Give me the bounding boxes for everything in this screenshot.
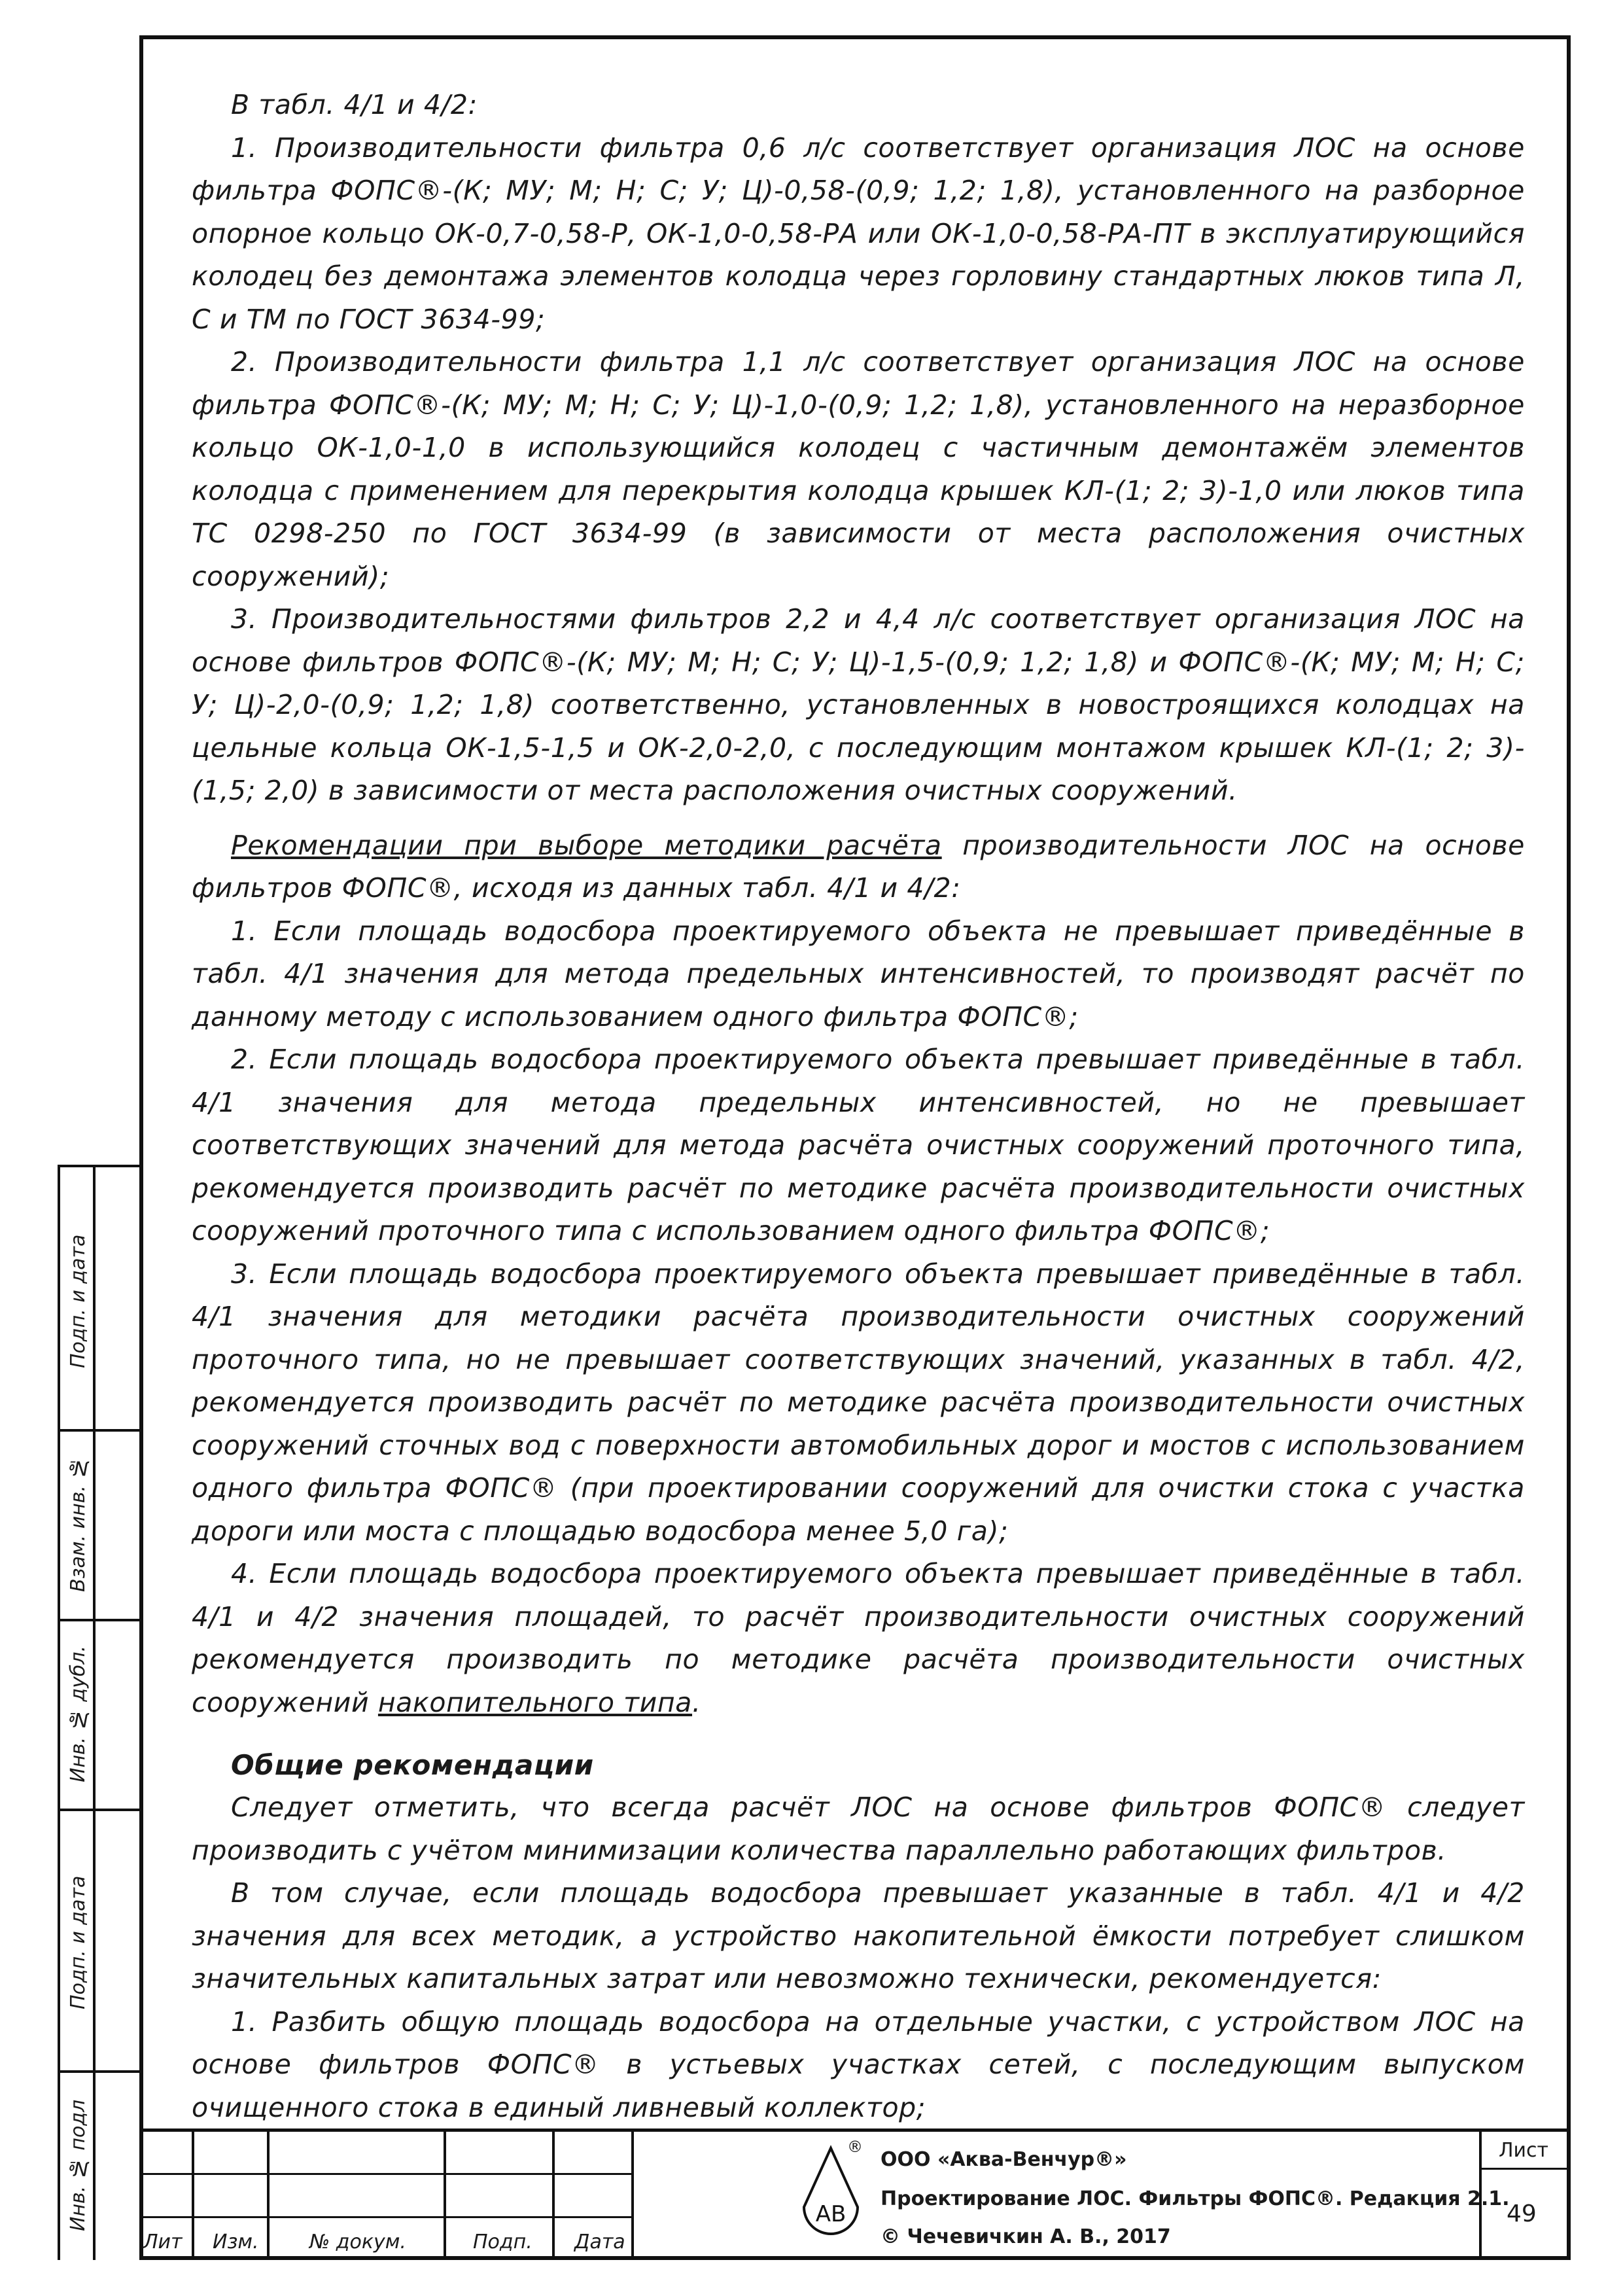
- paragraph-rec-4: [192, 1553, 1525, 1724]
- tb-col-date: Дата: [574, 2231, 625, 2253]
- stamp-inv-dupl: Инв. № дубл.: [67, 1645, 90, 1782]
- title-block: [139, 2128, 1571, 2260]
- side-stamp-line: [60, 1619, 142, 1621]
- tb-copyright: © Чечевичкин А. В., 2017: [881, 2225, 1171, 2248]
- tb-sheet-number: 49: [1507, 2200, 1537, 2227]
- logo-text: АВ: [815, 2201, 846, 2227]
- tb-col-doc: № докум.: [309, 2231, 406, 2253]
- paragraph-general-2: В том случае, если площадь водосбора превышает указанные в табл. 4/1 и 4/2 значения для всех методик, а устройство накопительной ёмкости потребует слишком значительных капитальных затрат или невозможно технически, рекомендуется:: [192, 1877, 1525, 1994]
- side-stamp-line: [60, 1809, 142, 1811]
- rec-4-underlined: накопительного типа: [377, 1686, 693, 1718]
- tb-col-lit: Лит: [143, 2231, 183, 2253]
- paragraph-rec-2: 2. Если площадь водосбора проектируемого объекта превышает приведённые в табл. 4/1 значения для метода предельных интенсивностей, но не превышает соответствующих значений для метода расчёта очистных сооружений проточного типа, рекомендуется производить расчёт по методике расчёта производительности очистных сооружений проточного типа с использованием одного фильтра ФОПС®;: [192, 1044, 1525, 1246]
- tb-sheet-line: [1479, 2168, 1571, 2170]
- tb-col-line: [444, 2128, 446, 2260]
- paragraph-intro: В табл. 4/1 и 4/2:: [231, 89, 478, 120]
- stamp-inv-orig: Инв. № подл: [67, 2099, 90, 2231]
- side-stamp-divider: [93, 1167, 96, 2260]
- tb-col-line: [192, 2128, 194, 2260]
- rec-4-end: .: [692, 1686, 701, 1718]
- recommendations-link-text: Рекомендации при выборе методики расчёта: [231, 829, 942, 861]
- stamp-replaced-inv: Взам. инв. №: [67, 1456, 90, 1592]
- tb-col-line: [552, 2128, 555, 2260]
- tb-row-line: [139, 2173, 631, 2175]
- stamp-signature-date-2: Подп. и дата: [67, 1875, 90, 2010]
- tb-row-line: [139, 2216, 631, 2218]
- tb-col-izm: Изм.: [213, 2231, 259, 2253]
- tb-company: ООО «Аква-Венчур®»: [881, 2148, 1127, 2171]
- paragraph-rec-1: 1. Если площадь водосбора проектируемого объекта не превышает приведённые в табл. 4/1 значения для метода предельных интенсивностей, то производят расчёт по данному методу с использованием одного фильтра ФОПС®;: [192, 915, 1525, 1033]
- document-body: [192, 84, 1525, 2129]
- tb-col-line: [267, 2128, 270, 2260]
- tb-project: Проектирование ЛОС. Фильтры ФОПС®. Редакция 2.1.: [881, 2187, 1510, 2210]
- logo-registered-mark: ®: [847, 2138, 863, 2156]
- paragraph-item-2: 2. Производительности фильтра 1,1 л/с соответствует организация ЛОС на основе фильтра ФОПС®-(К; МУ; М; Н; С; У; Ц)-1,0-(0,9; 1,2; 1,8), установленного на неразборное кольцо ОК-1,0-1,0 в использующийся колодец с частичным демонтажём элементов колодца с применением для перекрытия колодца крышек КЛ-(1; 2; 3)-1,0 или люков типа ТС 0298-250 по ГОСТ 3634-99 (в зависимости от места расположения очистных сооружений);: [192, 346, 1525, 592]
- side-stamp-line: [60, 1429, 142, 1432]
- recommendations-rest: производительности ЛОС на основе фильтров ФОПС®, исходя из данных табл. 4/1 и 4/2:: [192, 829, 1525, 904]
- paragraph-item-1: 1. Производительности фильтра 0,6 л/с соответствует организация ЛОС на основе фильтра ФОПС®-(К; МУ; М; Н; С; У; Ц)-0,58-(0,9; 1,2; 1,8), установленного на разборное опорное кольцо ОК-0,7-0,58-Р, ОК-1,0-0,58-РА или ОК-1,0-0,58-РА-ПТ в эксплуатирующийся колодец без демонтажа элементов колодца через горловину стандартных люков типа Л, С и ТМ по ГОСТ 3634-99;: [192, 132, 1525, 335]
- stamp-signature-date-1: Подп. и дата: [67, 1234, 90, 1369]
- rec-4-main: 4. Если площадь водосбора проектируемого объекта превышает приведённые в табл. 4/1 и 4/2 значения площадей, то расчёт производительности очистных сооружений рекомендуется производить по методике расчёта производительности очистных сооружений: [192, 1558, 1525, 1718]
- company-logo: [800, 2144, 862, 2242]
- side-stamp: [58, 1165, 139, 2260]
- side-stamp-line: [60, 2070, 142, 2073]
- section-heading: Общие рекомендации: [231, 1749, 594, 1781]
- paragraph-item-3: 3. Производительностями фильтров 2,2 и 4,4 л/с соответствует организация ЛОС на основе фильтров ФОПС®-(К; МУ; М; Н; С; У; Ц)-1,5-(0,9; 1,2; 1,8) и ФОПС®-(К; МУ; М; Н; С; У; Ц)-2,0-(0,9; 1,2; 1,8) соответственно, установленных в новостроящихся колодцах на цельные кольца ОК-1,5-1,5 и ОК-2,0-2,0, с последующим монтажом крышек КЛ-(1; 2; 3)-(1,5; 2,0) в зависимости от места расположения очистных сооружений.: [192, 603, 1525, 806]
- paragraph-rec-3: 3. Если площадь водосбора проектируемого объекта превышает приведённые в табл. 4/1 значения для методики расчёта производительности очистных сооружений проточного типа, но не превышает соответствующих значений, указанных в табл. 4/2, рекомендуется производить расчёт по методике расчёта производительности очистных сооружений сточных вод с поверхности автомобильных дорог и мостов с использованием одного фильтра ФОПС® (при проектировании сооружений для очистки стока с участка дороги или моста с площадью водосбора менее 5,0 га);: [192, 1258, 1525, 1547]
- tb-col-sign: Подп.: [473, 2231, 532, 2253]
- paragraph-general-1: Следует отметить, что всегда расчёт ЛОС на основе фильтров ФОПС® следует производить с учётом минимизации количества параллельно работающих фильтров.: [192, 1792, 1525, 1866]
- tb-top-line: [139, 2128, 1571, 2132]
- tb-col-line: [631, 2128, 634, 2260]
- paragraph-general-3: 1. Разбить общую площадь водосбора на отдельные участки, с устройством ЛОС на основе фильтров ФОПС® в устьевых участках сетей, с последующим выпуском очищенного стока в единый ливневый коллектор;: [192, 2005, 1525, 2123]
- paragraph-recommendations: [192, 824, 1525, 910]
- tb-sheet-label: Лист: [1499, 2139, 1549, 2162]
